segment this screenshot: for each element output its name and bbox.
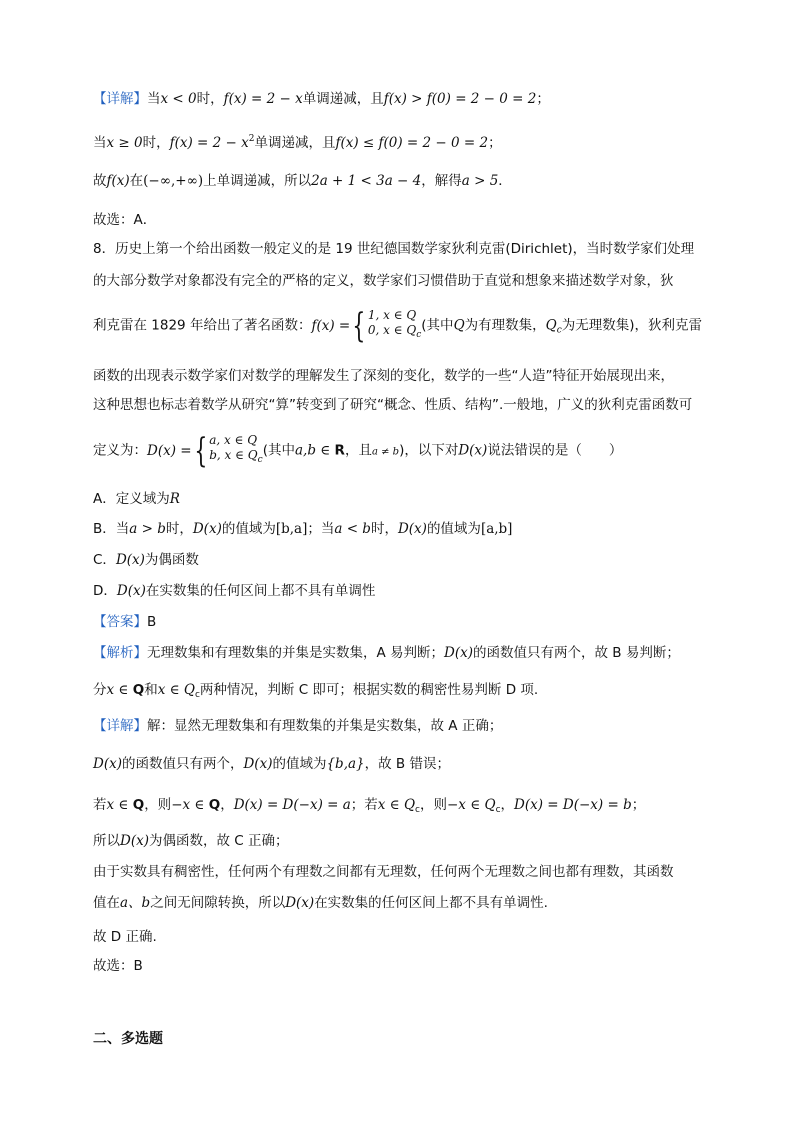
prev-choice: 故选：A． <box>93 212 157 228</box>
q8-line-4: 函数的出现表示数学家们对数学的理解发生了深刻的变化，数学的一些“人造”特征开始展现出来， <box>93 368 674 384</box>
left-brace: { <box>352 305 366 346</box>
analysis-line-1: 【解析】无理数集和有理数集的并集是实数集，A 易判断；D(x)的函数值只有两个，故 B 易判断； <box>93 645 680 661</box>
dirichlet-piecewise: f(x) = { 1, x ∈ Q 0, x ∈ $Q_c$ <box>311 305 422 346</box>
detail-label-2: 【详解】 <box>93 718 147 734</box>
answer-label: 【答案】 <box>93 614 147 630</box>
answer-line <box>93 613 156 631</box>
q8-line-3: 利克雷在 1829 年给出了著名函数： f(x) = { 1, x ∈ Q 0, x ∈ $Q_c$ (其中Q为有理数集，$Q_c$为无理数集)，狄利克雷 <box>93 305 703 346</box>
left-brace: { <box>193 430 207 471</box>
q8-line-6: 定义为： D(x) = { a, x ∈ Q b, x ∈ $Q_c$ (其中a,b ∈ R，且a ≠ b)，以下对D(x)说法错误的是（ ） <box>93 430 623 471</box>
detail-line-7: 故 D 正确. <box>93 929 157 945</box>
option-a: A．定义域为R <box>93 491 180 507</box>
option-d: D．D(x)在实数集的任何区间上都不具有单调性 <box>93 583 376 599</box>
detail-line-6: 值在a、b之间无间隙转换，所以D(x)在实数集的任何区间上都不具有单调性. <box>93 895 548 911</box>
option-b: B．当a > b时，D(x)的值域为[b,a]；当a < b时，D(x)的值域为[a,b] <box>93 521 513 537</box>
detail-line-5: 由于实数具有稠密性，任何两个有理数之间都有无理数，任何两个无理数之间也都有理数，其函数 <box>93 864 674 880</box>
detail-line-2: D(x)的函数值只有两个，D(x)的值域为{b,a}，故 B 错误； <box>93 756 450 772</box>
analysis-label: 【解析】 <box>93 645 147 661</box>
q8-line-2: 的大部分数学对象都没有完全的严格的定义，数学家们习惯借助于直觉和想象来描述数学对象，狄 <box>93 273 674 289</box>
detail-line-3: 若x ∈ Q，则−x ∈ Q，D(x) = D(−x) = a；若x ∈ $Q_c$，则−x ∈ $Q_c$，D(x) = D(−x) = b； <box>93 797 646 815</box>
prev-line-2: 当x ≥ 0时，$f(x) = 2 - x^2$单调递减，且f(x) ≤ f(0) = 2 − 0 = 2； <box>93 134 502 151</box>
detail-line-8: 故选：B <box>93 958 143 974</box>
detail-label: 【详解】 <box>93 91 147 107</box>
q8-line-5: 这种思想也标志着数学从研究“算”转变到了研究“概念、性质、结构”.一般地，广义的狄利克雷函数可 <box>93 397 693 413</box>
general-dirichlet-piecewise: D(x) = { a, x ∈ Q b, x ∈ $Q_c$ <box>147 430 263 471</box>
q8-line-1: 8．历史上第一个给出函数一般定义的是 19 世纪德国数学家狄利克雷(Dirichlet)，当时数学家们处理 <box>93 241 695 257</box>
answer-value: B <box>147 614 157 630</box>
analysis-line-2: 分x ∈ Q和x ∈ $Q_c$两种情况，判断 C 即可；根据实数的稠密性易判断 D 项. <box>93 682 539 700</box>
prev-line-1: 【详解】当x < 0时，f(x) = 2 − x单调递减，且f(x) > f(0) = 2 − 0 = 2； <box>93 91 550 107</box>
option-c: C．D(x)为偶函数 <box>93 552 199 568</box>
section-heading: 二、多选题 <box>93 1031 163 1047</box>
detail-line-1: 【详解】解：显然无理数集和有理数集的并集是实数集，故 A 正确； <box>93 718 503 734</box>
prev-line-3: 故f(x)在(−∞,+∞)上单调递减，所以2a + 1 < 3a − 4，解得a > 5． <box>93 173 512 189</box>
detail-line-4: 所以D(x)为偶函数，故 C 正确； <box>93 833 289 849</box>
